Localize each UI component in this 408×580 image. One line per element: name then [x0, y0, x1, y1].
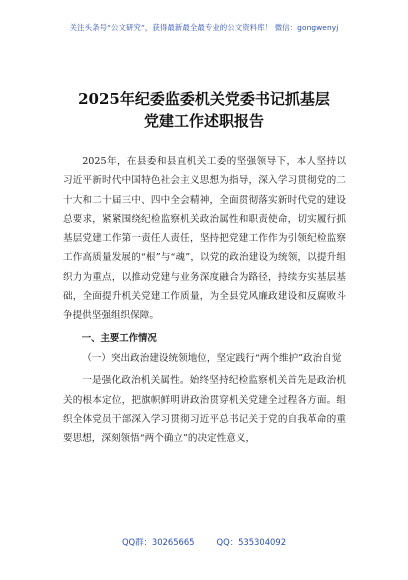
- footer: [0, 536, 408, 548]
- header-banner: 关注头条号“公文研究”，获得最新最全最专业的公文资料库！ 微信：gongwenyj: [69, 23, 339, 32]
- document-title: [0, 88, 408, 132]
- intro-paragraph: 2025年，在县委和县直机关工委的坚强领导下，本人坚持以习近平新时代中国特色社会主义思想为指导，深入学习贯彻党的二十大和二十届三中、四中全会精神，全面贯彻落实新时代党的建设总要求，紧紧围绕纪检监察机关政治属性和职责使命，切实履行抓基层党建工作第一责任人责任，坚持把党建工作作为引领纪检监察工作高质量发展的“根”与“魂”，以党的政治建设为统领，以提升组织力为重点，以推动党建与业务深度融合为路径，持续夯实基层基础，全面提升机关党建工作质量，为全县党风廉政建设和反腐败斗争提供坚强组织保障。: [63, 156, 346, 322]
- footer-qq-contact: QQ：535304092: [216, 537, 287, 547]
- section-heading: 一、主要工作情况: [81, 332, 157, 344]
- body-paragraph: 一是强化政治机关属性。始终坚持纪检监察机关首先是政治机关的根本定位，把旗帜鲜明讲政治贯穿机关党建全过程各方面。组织全体党员干部深入学习贯彻习近平总书记关于党的自我革命的重要思想，深刻领悟“两个确立”的决定性意义，: [63, 375, 346, 445]
- footer-qq-group: QQ群：30265665: [121, 537, 195, 547]
- subsection-heading: （一）突出政治建设统领地位，坚定践行“两个维护”政治自觉: [82, 352, 342, 364]
- document-body: [63, 152, 346, 448]
- title-line-1: 2025年纪委监委机关党委书记抓基层: [78, 90, 330, 108]
- title-line-2: 党建工作述职报告: [143, 112, 264, 130]
